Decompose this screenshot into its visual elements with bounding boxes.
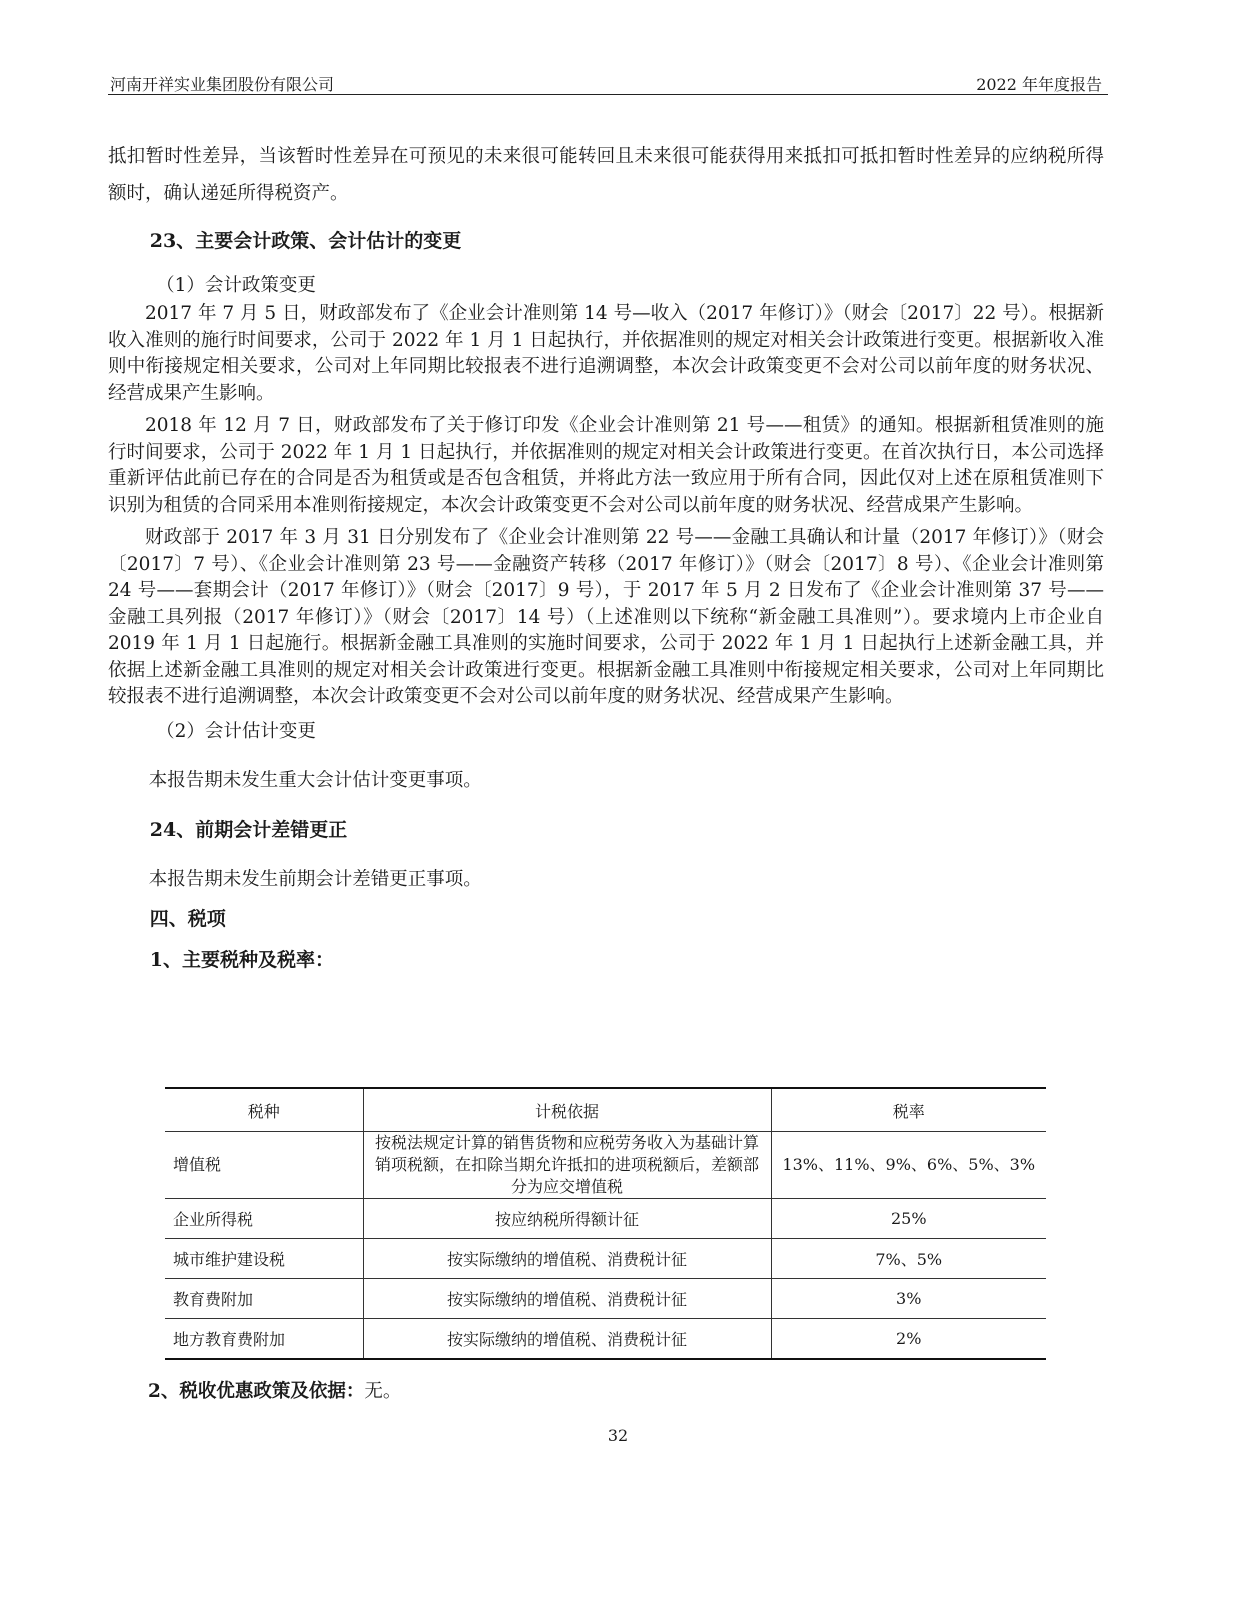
section-23-title: 23、主要会计政策、会计估计的变更 [149, 230, 462, 252]
table-row [165, 1279, 1046, 1319]
section-23-subtitle-1: （1）会计政策变更 [156, 275, 316, 296]
section-24-paragraph: 本报告期未发生前期会计差错更正事项。 [148, 868, 482, 890]
tax-basis-cell: 按实际缴纳的增值税、消费税计征 [363, 1239, 771, 1279]
section-23-para-4: 本报告期未发生重大会计估计变更事项。 [148, 769, 482, 791]
page-header [108, 66, 1108, 95]
report-title: 2022 年年度报告 [976, 75, 1102, 94]
tax-basis-cell: 按实际缴纳的增值税、消费税计征 [363, 1279, 771, 1319]
intro-paragraph: 抵扣暂时性差异，当该暂时性差异在可预见的未来很可能转回且未来很可能获得用来抵扣可抵扣暂时性差异的应纳税所得额时，确认递延所得税资产。 [108, 146, 1104, 204]
table-row [165, 1319, 1046, 1360]
page-number: 32 [607, 1426, 629, 1445]
column-header: 税种 [165, 1088, 363, 1132]
section-23-para-3: 财政部于 2017 年 3 月 31 日分别发布了《企业会计准则第 22 号——金融工具确认和计量（2017 年修订）》（财会〔2017〕7 号）、《企业会计准则第 23 号——金融资产转移（2017 年修订）》（财会〔2017〕8 号）、《企业会计准则第 24 号——套期会计（2017 年修订）》（财会〔2017〕9 号），于 2017 年 5 月 2 日发布了《企业会计准则第 37 号——金融工具列报（2017 年修订）》（财会〔2017〕14 号）（上述准则以下统称“新金融工具准则”）。要求境内上市企业自 2019 年 1 月 1 日起施行。根据新金融工具准则的实施时间要求，公司于 2022 年 1 月 1 日起执行上述新金融工具，并依据上述新金融工具准则的规定对相关会计政策进行变更。根据新金融工具准则中衔接规定相关要求，公司对上年同期比较报表不进行追溯调整，本次会计政策变更不会对公司以前年度的财务状况、经营成果产生影响。 [108, 527, 1104, 707]
tax-rate-cell: 13%、11%、9%、6%、5%、3% [771, 1132, 1046, 1199]
tax-incentive-value: 无。 [364, 1381, 402, 1402]
section-24-title: 24、前期会计差错更正 [149, 818, 348, 841]
tax-basis-cell: 按实际缴纳的增值税、消费税计征 [363, 1319, 771, 1360]
section-4-1-title: 1、主要税种及税率： [149, 948, 335, 971]
tax-incentive-label: 2、税收优惠政策及依据： [148, 1381, 365, 1402]
tax-rate-cell: 3% [771, 1279, 1046, 1319]
table-row [165, 1199, 1046, 1239]
table-row [165, 1239, 1046, 1279]
tax-name-cell: 增值税 [165, 1132, 363, 1199]
tax-rate-cell: 7%、5% [771, 1239, 1046, 1279]
tax-basis-cell: 按应纳税所得额计征 [363, 1199, 771, 1239]
page-content [108, 138, 1104, 972]
section-23-para-2: 2018 年 12 月 7 日，财政部发布了关于修订印发《企业会计准则第 21 号——租赁》的通知。根据新租赁准则的施行时间要求，公司于 2022 年 1 月 1 日起执行，并依据准则的规定对相关会计政策进行变更。在首次执行日，本公司选择重新评估此前已存在的合同是否为租赁或是否包含租赁，并将此方法一致应用于所有合同，因此仅对上述在原租赁准则下识别为租赁的合同采用本准则衔接规定，本次会计政策变更不会对公司以前年度的财务状况、经营成果产生影响。 [108, 415, 1104, 516]
company-name: 河南开祥实业集团股份有限公司 [110, 75, 335, 94]
table-row [165, 1132, 1046, 1199]
section-4-title: 四、税项 [149, 907, 226, 930]
tax-basis-cell: 按税法规定计算的销售货物和应税劳务收入为基础计算销项税额，在扣除当期允许抵扣的进项税额后，差额部分为应交增值税 [363, 1132, 771, 1199]
table-header-row [165, 1088, 1046, 1132]
column-header: 计税依据 [363, 1088, 771, 1132]
tax-name-cell: 教育费附加 [165, 1279, 363, 1319]
tax-name-cell: 地方教育费附加 [165, 1319, 363, 1360]
section-23-subtitle-2: （2）会计估计变更 [156, 720, 316, 742]
tax-rate-cell: 25% [771, 1199, 1046, 1239]
tax-name-cell: 城市维护建设税 [165, 1239, 363, 1279]
section-23-para-1: 2017 年 7 月 5 日，财政部发布了《企业会计准则第 14 号—收入（2017 年修订）》（财会〔2017〕22 号）。根据新收入准则的施行时间要求，公司于 2022 年 1 月 1 日起执行，并依据准则的规定对相关会计政策进行变更。根据新收入准则中衔接规定相关要求，公司对上年同期比较报表不进行追溯调整，本次会计政策变更不会对公司以前年度的财务状况、经营成果产生影响。 [108, 303, 1104, 404]
column-header: 税率 [771, 1088, 1046, 1132]
tax-table [165, 1087, 1046, 1360]
tax-incentive-line [148, 1377, 401, 1403]
tax-name-cell: 企业所得税 [165, 1199, 363, 1239]
tax-rate-cell: 2% [771, 1319, 1046, 1360]
